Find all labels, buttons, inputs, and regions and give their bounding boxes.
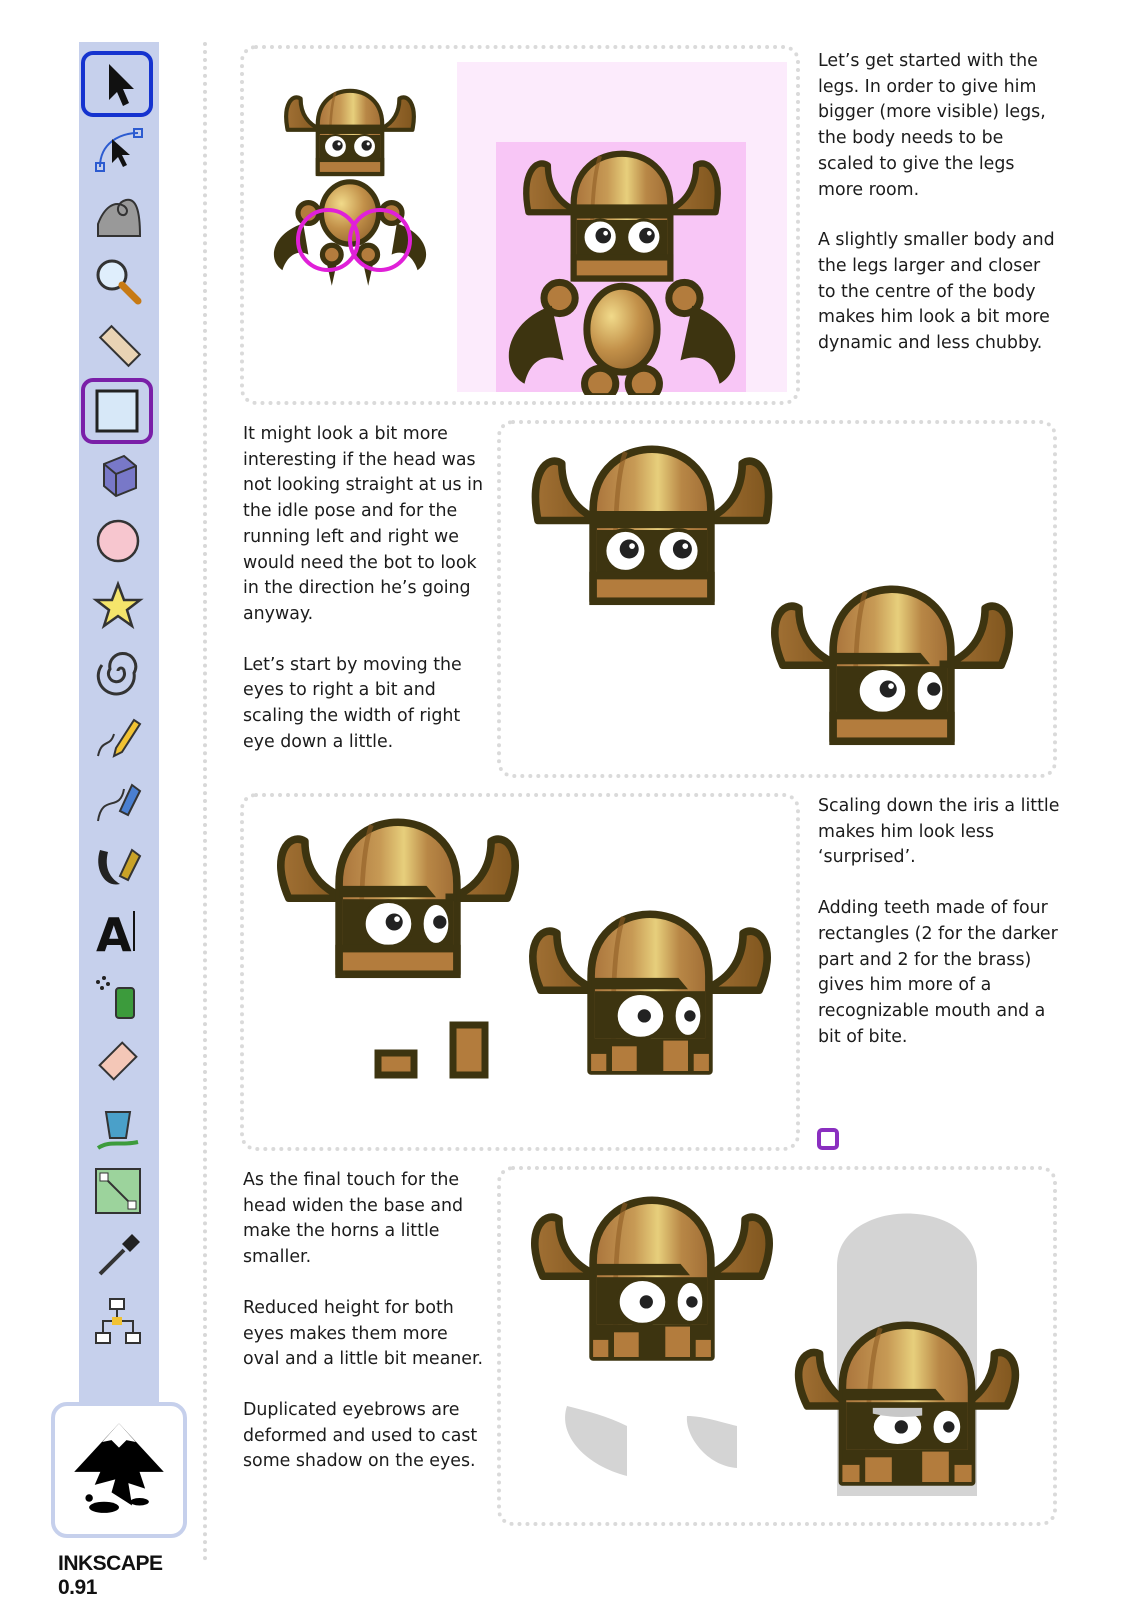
text-block-final-head — [243, 1168, 488, 1500]
pencil-tool[interactable] — [83, 703, 153, 769]
version-label: INKSCAPE 0.91 — [58, 1552, 163, 1599]
rectangle-tool[interactable] — [81, 378, 153, 444]
paragraph: Let’s start by moving the eyes to right a bit and scaling the width of right eye down a little. — [243, 654, 462, 752]
ellipse-tool[interactable] — [83, 508, 153, 574]
3d-box-tool[interactable] — [83, 443, 153, 509]
inkscape-logo — [51, 1402, 187, 1538]
eraser-icon — [90, 1033, 146, 1089]
text-block-head-turn — [243, 422, 488, 780]
pen-tool[interactable] — [83, 768, 153, 834]
rectangle-icon — [89, 383, 145, 439]
svg-text:A: A — [96, 908, 132, 959]
illustration-legs — [250, 55, 790, 395]
calligraphy-icon — [90, 838, 146, 894]
paint-bucket-tool[interactable] — [83, 1093, 153, 1159]
node-edit-icon — [90, 123, 146, 179]
spiral-icon — [90, 643, 146, 699]
star-icon — [90, 578, 146, 634]
spray-tool[interactable] — [83, 963, 153, 1029]
connector-icon — [90, 1293, 146, 1349]
illustration-final-head — [507, 1176, 1047, 1516]
gradient-icon — [90, 1163, 146, 1219]
dropper-tool[interactable] — [83, 1223, 153, 1289]
paragraph: Duplicated eyebrows are deformed and used to cast some shadow on the eyes. — [243, 1399, 478, 1472]
text-tool[interactable] — [83, 898, 153, 964]
eraser-tool[interactable] — [83, 1028, 153, 1094]
tweak-tool[interactable] — [83, 183, 153, 249]
paragraph: A slightly smaller body and the legs larger and closer to the centre of the body makes him look a bit more dynamic and less chubby. — [818, 230, 1055, 354]
pencil-icon — [90, 708, 146, 764]
dropper-icon — [90, 1228, 146, 1284]
paragraph: As the final touch for the head widen the base and make the horns a little smaller. — [243, 1170, 464, 1268]
star-tool[interactable] — [83, 573, 153, 639]
connector-tool[interactable] — [83, 1288, 153, 1354]
paragraph: Adding teeth made of four rectangles (2 for the darker part and 2 for the brass) gives him more of a recognizable mouth and a bit of bite. — [818, 898, 1058, 1047]
spray-can-icon — [90, 968, 146, 1024]
tweak-icon — [90, 188, 146, 244]
spiral-tool[interactable] — [83, 638, 153, 704]
gradient-tool[interactable] — [83, 1158, 153, 1224]
measure-tool[interactable] — [83, 313, 153, 379]
node-tool[interactable] — [83, 118, 153, 184]
paragraph: It might look a bit more interesting if the head was not looking straight at us in the idle pose and for the running left and right we would need the bot to look in the direction he’s going anyway. — [243, 424, 484, 624]
zoom-tool[interactable] — [83, 248, 153, 314]
magnifier-icon — [90, 253, 146, 309]
illustration-iris-teeth — [250, 803, 790, 1143]
paragraph: Let’s get started with the legs. In order to give him bigger (more visible) legs, the body needs to be scaled to give the legs more room. — [818, 51, 1046, 200]
text-A-icon — [90, 903, 146, 959]
circle-icon — [90, 513, 146, 569]
paragraph: Reduced height for both eyes makes them more oval and a little bit meaner. — [243, 1297, 484, 1370]
text-block-iris-teeth — [818, 794, 1063, 1075]
arrow-icon — [89, 56, 145, 112]
paragraph: Scaling down the iris a little makes him look less ‘surprised’. — [818, 796, 1060, 868]
inkscape-mountain-icon — [63, 1414, 175, 1526]
calligraphy-tool[interactable] — [83, 833, 153, 899]
text-block-legs — [818, 49, 1063, 382]
cube-icon — [90, 448, 146, 504]
select-tool[interactable] — [81, 51, 153, 117]
divider — [203, 42, 207, 1562]
pen-bezier-icon — [90, 773, 146, 829]
ruler-icon — [90, 318, 146, 374]
bucket-icon — [90, 1098, 146, 1154]
illustration-head-turn — [507, 430, 1047, 770]
rect-marker — [817, 1128, 839, 1150]
